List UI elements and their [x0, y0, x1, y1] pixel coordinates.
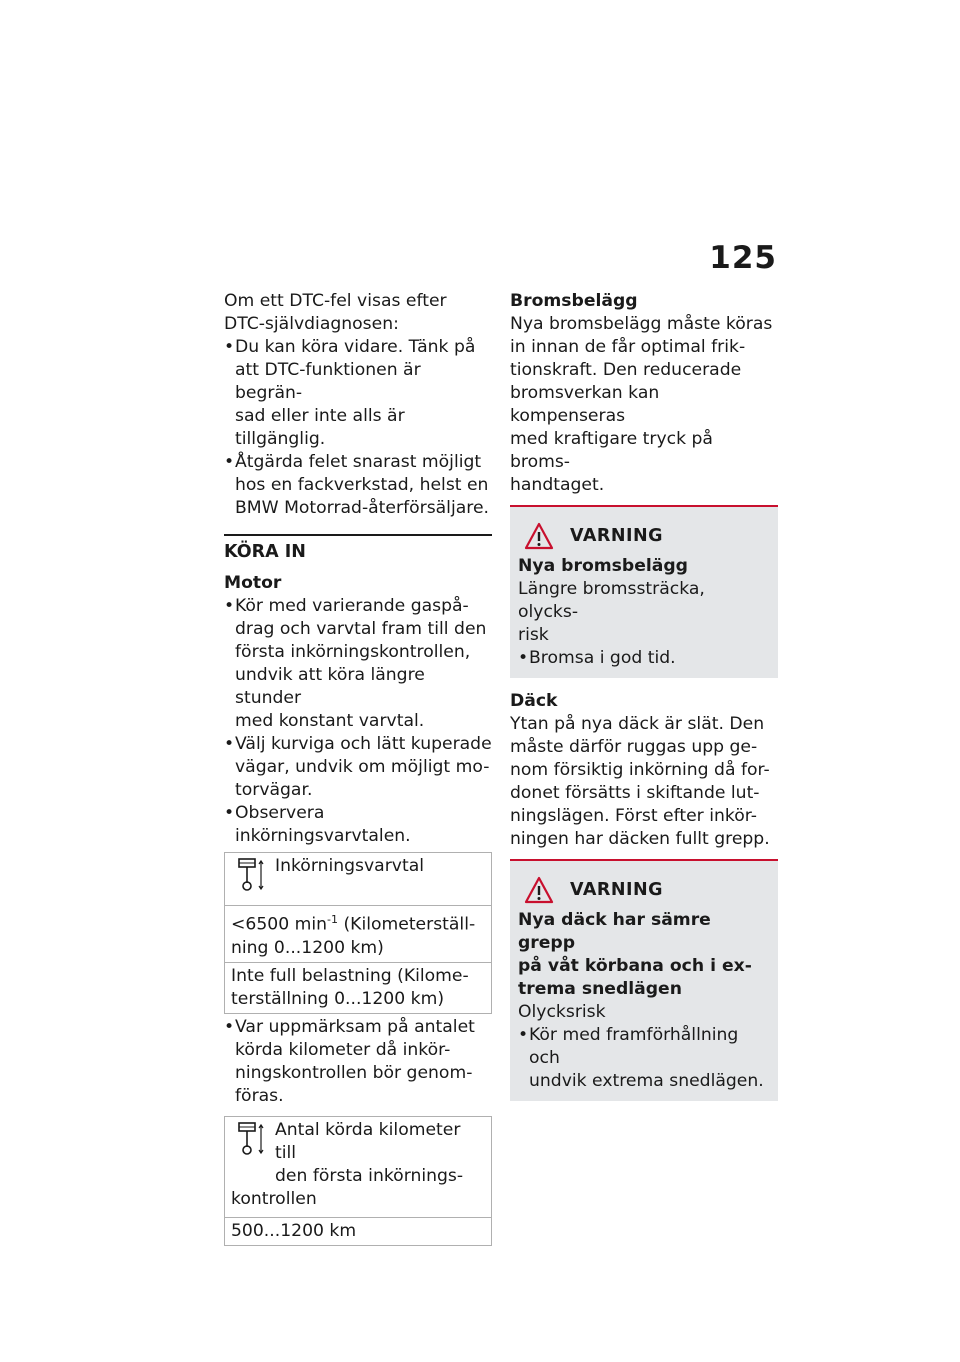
paragraph-line: Nya bromsbelägg måste köras: [510, 314, 773, 334]
paragraph-line: nom försiktig inkörning då for-: [510, 760, 770, 780]
list-item: • Bromsa i god tid.: [518, 647, 770, 670]
paragraph-line: med kraftigare tryck på broms-: [510, 429, 713, 472]
warning-heading: trema snedlägen: [518, 979, 682, 999]
paragraph-line: måste därför ruggas upp ge-: [510, 737, 758, 757]
spec-table-row: Inte full belastning (Kilome- terställning 0...1200 km): [225, 962, 491, 1013]
warning-text: Längre bromssträcka, olycks-: [518, 579, 705, 622]
paragraph-line: Ytan på nya däck är slät. Den: [510, 714, 765, 734]
list-item: • Åtgärda felet snarast möjligt hos en fackverkstad, helst en BMW Motorrad-återförsäljare.: [224, 451, 492, 520]
spec-table-break-in-rpm: [224, 852, 492, 1014]
right-column: [510, 290, 778, 1101]
intro-line: Om ett DTC-fel visas efter: [224, 291, 447, 311]
warning-title: [518, 875, 770, 905]
intro-line: DTC-självdiagnosen:: [224, 314, 399, 334]
paragraph-line: tionskraft. Den reducerade: [510, 360, 742, 380]
left-column: [224, 290, 492, 1246]
warning-label: VARNING: [570, 880, 664, 900]
list-item: • Kör med varierande gaspå- drag och varvtal fram till den första inkörningskontrollen, undvik att köra längre stunder med konstant varvtal.: [224, 595, 492, 733]
list-item: • Kör med framförhållning och undvik extrema snedlägen.: [518, 1024, 770, 1093]
engine-piston-icon: [237, 1121, 267, 1157]
paragraph-line: ningen har däcken fullt grepp.: [510, 829, 770, 849]
paragraph-line: handtaget.: [510, 475, 605, 495]
spec-table-title: Inkörningsvarvtal: [275, 856, 424, 876]
list-item: • Var uppmärksam på antalet körda kilometer då inkör- ningskontrollen bör genom- föras.: [224, 1016, 492, 1108]
list-item: • Välj kurviga och lätt kuperade vägar, undvik om möjligt mo- torvägar.: [224, 733, 492, 802]
warning-title: [518, 521, 770, 551]
paragraph-line: ningslägen. Först efter inkör-: [510, 806, 757, 826]
page-number: 125: [709, 240, 777, 276]
list-item: • Du kan köra vidare. Tänk på att DTC-funktionen är begrän- sad eller inte alls är tillgänglig.: [224, 336, 492, 451]
spec-table-title: Antal körda kilometer till: [275, 1119, 461, 1163]
paragraph-line: in innan de får optimal frik-: [510, 337, 746, 357]
spec-table-head: [225, 1117, 491, 1217]
section-heading: KÖRA IN: [224, 534, 492, 564]
spec-table-head: [225, 853, 491, 905]
paragraph-line: donet försätts i skiftande lut-: [510, 783, 760, 803]
spec-table-title: kontrollen: [231, 1188, 317, 1209]
subheading: Bromsbelägg: [510, 291, 638, 311]
warning-heading: Nya bromsbelägg: [518, 556, 688, 576]
warning-triangle-icon: [524, 522, 554, 550]
engine-piston-icon: [237, 857, 267, 893]
spec-table-first-inspection: [224, 1116, 492, 1246]
warning-label: VARNING: [570, 526, 664, 546]
warning-heading: Nya däck har sämre grepp: [518, 910, 711, 953]
spec-table-row: 500...1200 km: [225, 1217, 491, 1245]
warning-triangle-icon: [524, 876, 554, 904]
list-item: • Observera inkörningsvarvtalen.: [224, 802, 492, 848]
spec-table-row: <6500 $\min^{-1}$ (Kilometerställ- ning 0...1200 km): [225, 905, 491, 962]
paragraph-line: bromsverkan kan kompenseras: [510, 383, 660, 426]
warning-box-tyres: [510, 859, 778, 1101]
warning-text: Olycksrisk: [518, 1002, 606, 1022]
warning-text: risk: [518, 625, 549, 645]
spec-table-title: den första inkörnings-: [275, 1165, 464, 1186]
warning-heading: på våt körbana och i ex-: [518, 956, 752, 976]
subheading: Motor: [224, 573, 282, 593]
warning-box-brakes: [510, 505, 778, 678]
subheading: Däck: [510, 691, 558, 711]
